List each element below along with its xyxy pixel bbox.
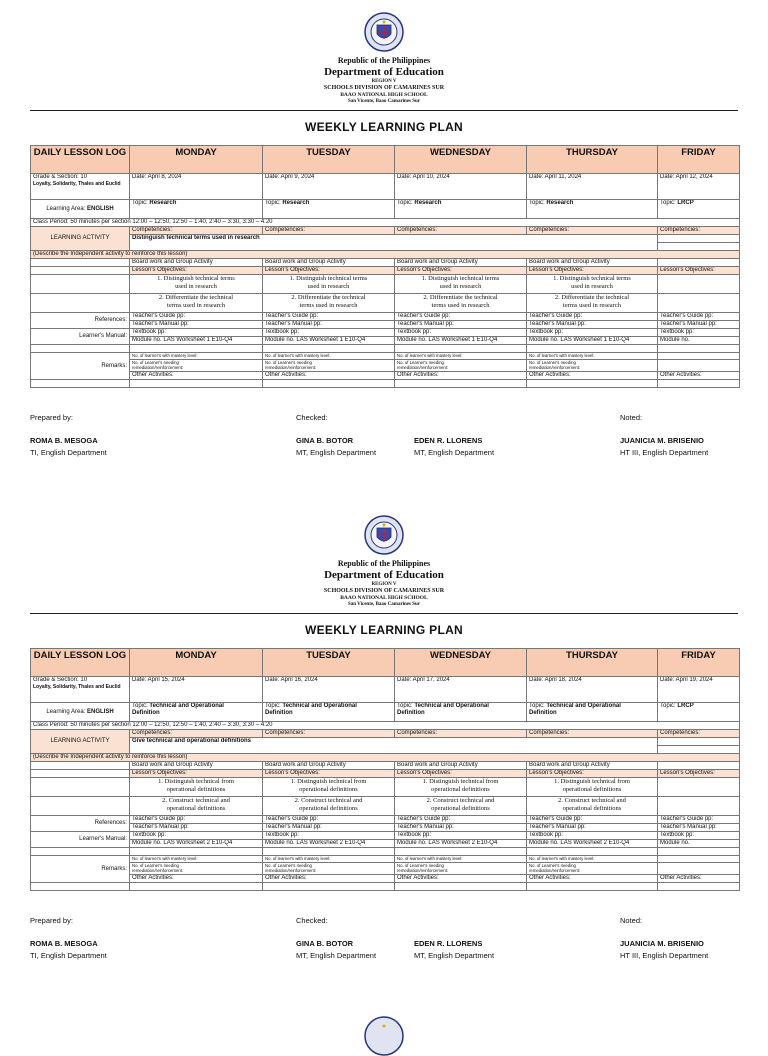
- references-label: References:: [31, 816, 130, 832]
- objectives-label: Lesson's Objectives:: [130, 267, 263, 275]
- checked-label: Checked:: [296, 413, 328, 422]
- objective-2a: 2. Construct technical and: [558, 797, 626, 804]
- date-cell: Date: April 8, 2024: [130, 174, 263, 200]
- board-work: Board work and Group Activity: [527, 259, 658, 267]
- needing-remediation: No. of Learner's needing: [265, 863, 312, 868]
- teachers-guide: Teacher's Guide pp:: [527, 816, 658, 824]
- topic-text: Technical and Operational: [414, 703, 489, 709]
- mastery-level: No. of learner's with mastery level:: [395, 856, 527, 863]
- objective-1a: 1. Distinguish technical terms: [289, 275, 368, 282]
- remarks-label: Remarks:: [31, 353, 130, 380]
- checker1-name: GINA B. BOTOR: [296, 939, 354, 948]
- objective-2b: terms used in research: [563, 302, 621, 309]
- topic-text: LRCP: [677, 200, 694, 206]
- topic-text: Research: [546, 200, 574, 206]
- independent-activity: (Describe the Independent activity to reinforce this lesson): [31, 754, 740, 762]
- day-tuesday: TUESDAY: [263, 649, 395, 677]
- region-text: REGION V: [371, 582, 397, 587]
- topic-text: Research: [149, 200, 177, 206]
- teachers-manual: Teacher's Manual pp:: [658, 321, 740, 329]
- objective-2a: 2. Construct technical and: [294, 797, 363, 804]
- needing-remediation: remediation/reinforcement:: [397, 868, 449, 873]
- module: Module no. LAS Worksheet 1 E10-Q4: [395, 337, 527, 345]
- teachers-manual: Teacher's Manual pp:: [263, 824, 395, 832]
- teachers-guide: Teacher's Guide pp:: [527, 313, 658, 321]
- topic-label: Topic:: [529, 703, 545, 709]
- checker2-name: EDEN R. LLORENS: [414, 939, 483, 948]
- checker1-name: GINA B. BOTOR: [296, 436, 354, 445]
- textbook: Textbook pp:: [263, 329, 395, 337]
- letterhead: [0, 559, 768, 608]
- teachers-manual: Teacher's Manual pp:: [395, 321, 527, 329]
- board-work: Board work and Group Activity: [395, 762, 527, 770]
- day-friday: FRIDAY: [658, 649, 740, 677]
- objective-1b: operational definitions: [562, 786, 622, 793]
- teachers-guide: Teacher's Guide pp:: [263, 313, 395, 321]
- grade-section: Grade & Section: 10: [33, 677, 88, 683]
- teachers-guide: Teacher's Guide pp:: [395, 816, 527, 824]
- teachers-guide: Teacher's Guide pp:: [263, 816, 395, 824]
- teachers-guide: Teacher's Guide pp:: [395, 313, 527, 321]
- header-divider: [30, 110, 738, 111]
- address-text: San Vicente, Baao Camarines Sur: [347, 99, 421, 104]
- day-wednesday: WEDNESDAY: [395, 649, 527, 677]
- date-cell: Date: April 15, 2024: [130, 677, 263, 703]
- objectives-label: Lesson's Objectives:: [263, 267, 395, 275]
- date-cell: Date: April 9, 2024: [263, 174, 395, 200]
- objective-1a: 1. Distinguish technical terms: [553, 275, 631, 282]
- needing-remediation: remediation/reinforcement:: [529, 868, 581, 873]
- objective-2b: operational definitions: [562, 805, 622, 812]
- day-thursday: THURSDAY: [527, 649, 658, 677]
- topic-label: Topic:: [397, 200, 413, 206]
- topic-label: Topic:: [660, 200, 676, 206]
- letterhead: [0, 56, 768, 105]
- header-divider: [30, 613, 738, 614]
- objectives-label: Lesson's Objectives:: [527, 267, 658, 275]
- division-text: SCHOOLS DIVISION OF CAMARINES SUR: [323, 85, 445, 91]
- module: Module no. LAS Worksheet 1 E10-Q4: [130, 337, 263, 345]
- board-work: Board work and Group Activity: [130, 259, 263, 267]
- module: Module no. LAS Worksheet 2 E10-Q4: [395, 840, 527, 848]
- prepared-by-label: Prepared by:: [30, 413, 73, 422]
- day-monday: MONDAY: [130, 146, 263, 174]
- objective-1b: used in research: [439, 283, 482, 290]
- topic-label: Topic:: [265, 703, 281, 709]
- section-names: Loyalty, Solidarity, Thales and Euclid: [33, 181, 121, 187]
- checker2-role: MT, English Department: [414, 951, 495, 960]
- needing-remediation: remediation/reinforcement:: [397, 365, 449, 370]
- day-wednesday: WEDNESDAY: [395, 146, 527, 174]
- date-cell: Date: April 12, 2024: [658, 174, 740, 200]
- checker1-role: MT, English Department: [296, 448, 377, 457]
- activity-text: Distinguish technical terms used in research: [130, 235, 658, 251]
- day-monday: MONDAY: [130, 649, 263, 677]
- date-cell: Date: April 16, 2024: [263, 677, 395, 703]
- mastery-level: No. of learner's with mastery level:: [263, 856, 395, 863]
- date-cell: Date: April 17, 2024: [395, 677, 527, 703]
- competencies-label: Competencies:: [130, 227, 263, 235]
- other-activities: Other Activities:: [130, 372, 263, 380]
- teachers-guide: Teacher's Guide pp:: [130, 816, 263, 824]
- needing-remediation: No. of Learner's needing: [397, 863, 444, 868]
- objective-2b: operational definitions: [431, 805, 490, 812]
- topic-label: Topic:: [132, 703, 148, 709]
- school-text: BAAO NATIONAL HIGH SCHOOL: [340, 595, 428, 601]
- learners-manual-label: Learner's Manual:: [31, 329, 130, 345]
- dll-header: DAILY LESSON LOG: [31, 146, 130, 174]
- topic-text: Definition: [132, 710, 160, 716]
- objective-2b: operational definitions: [299, 805, 358, 812]
- module: Module no.: [658, 840, 740, 848]
- dll-header: DAILY LESSON LOG: [31, 649, 130, 677]
- other-activities: Other Activities:: [658, 875, 740, 883]
- topic-text: Definition: [397, 710, 425, 716]
- learning-activity-label: LEARNING ACTIVITY: [31, 730, 130, 754]
- objective-1b: used in research: [175, 283, 217, 290]
- textbook: Textbook pp:: [395, 832, 527, 840]
- day-tuesday: TUESDAY: [263, 146, 395, 174]
- mastery-level: No. of learner's with mastery level:: [527, 353, 658, 360]
- day-thursday: THURSDAY: [527, 146, 658, 174]
- learning-area-label: Learning Area:: [46, 708, 88, 715]
- date-cell: Date: April 19, 2024: [658, 677, 740, 703]
- board-work: Board work and Group Activity: [395, 259, 527, 267]
- textbook: Textbook pp:: [263, 832, 395, 840]
- plan-title: WEEKLY LEARNING PLAN: [304, 623, 463, 637]
- noter-role: HT III, English Department: [620, 448, 709, 457]
- needing-remediation: No. of Learner's needing: [265, 360, 312, 365]
- other-activities: Other Activities:: [263, 372, 395, 380]
- remarks-label: Remarks:: [31, 856, 130, 883]
- objective-1a: 1. Distinguish technical from: [158, 778, 234, 785]
- textbook: Textbook pp:: [658, 832, 740, 840]
- objective-2b: operational definitions: [166, 805, 226, 812]
- department-text: Department of Education: [324, 66, 444, 78]
- needing-remediation: remediation/reinforcement:: [132, 868, 184, 873]
- objectives-label: Lesson's Objectives:: [263, 770, 395, 778]
- module: Module no. LAS Worksheet 1 E10-Q4: [263, 337, 395, 345]
- needing-remediation: No. of Learner's needing: [529, 863, 576, 868]
- needing-remediation: No. of Learner's needing: [132, 360, 179, 365]
- learners-manual-label: Learner's Manual:: [31, 832, 130, 848]
- board-work: Board work and Group Activity: [263, 762, 395, 770]
- objective-1b: used in research: [571, 283, 613, 290]
- topic-text: Research: [414, 200, 442, 206]
- objective-1a: 1. Distinguish technical from: [554, 778, 630, 785]
- teachers-guide: Teacher's Guide pp:: [130, 313, 263, 321]
- objectives-label: Lesson's Objectives:: [395, 267, 527, 275]
- region-text: REGION V: [371, 79, 397, 84]
- republic-text: Republic of the Philippines: [337, 56, 431, 65]
- deped-seal-icon: [364, 12, 404, 52]
- objective-2a: 2. Construct technical and: [426, 797, 495, 804]
- topic-label: Topic:: [132, 200, 148, 206]
- board-work: Board work and Group Activity: [263, 259, 395, 267]
- topic-label: Topic:: [529, 200, 545, 206]
- learning-area: ENGLISH: [87, 205, 114, 212]
- competencies-label: Competencies:: [658, 227, 740, 235]
- teachers-manual: Teacher's Manual pp:: [395, 824, 527, 832]
- deped-seal-icon: [364, 515, 404, 555]
- date-cell: Date: April 18, 2024: [527, 677, 658, 703]
- objective-2b: terms used in research: [167, 302, 225, 309]
- noter-name: JUANICIA M. BRISENIO: [620, 436, 704, 445]
- class-period: Class Period: 50 minutes per section 12:00 – 12:50, 12:50 – 1:40, 2:40 – 3:30, 3:30 – 4:20: [31, 722, 740, 730]
- day-friday: FRIDAY: [658, 146, 740, 174]
- module: Module no. LAS Worksheet 2 E10-Q4: [527, 840, 658, 848]
- textbook: Textbook pp:: [130, 329, 263, 337]
- objectives-label: Lesson's Objectives:: [130, 770, 263, 778]
- deped-seal-icon: [364, 1016, 404, 1056]
- department-text: Department of Education: [324, 569, 444, 581]
- other-activities: Other Activities:: [263, 875, 395, 883]
- topic-label: Topic:: [660, 703, 676, 709]
- module: Module no. LAS Worksheet 2 E10-Q4: [130, 840, 263, 848]
- objective-2a: 2. Differentiate the technical: [291, 294, 366, 301]
- topic-text: Definition: [529, 710, 557, 716]
- lesson-log-table: [30, 145, 740, 388]
- independent-activity: (Describe the Independent activity to reinforce this lesson): [31, 251, 740, 259]
- module: Module no.: [658, 337, 740, 345]
- teachers-manual: Teacher's Manual pp:: [658, 824, 740, 832]
- mastery-level: No. of learner's with mastery level:: [395, 353, 527, 360]
- topic-label: Topic:: [397, 703, 413, 709]
- mastery-level: No. of learner's with mastery level:: [263, 353, 395, 360]
- learning-area: ENGLISH: [87, 708, 114, 715]
- textbook: Textbook pp:: [395, 329, 527, 337]
- objective-1b: used in research: [307, 283, 350, 290]
- teachers-guide: Teacher's Guide pp:: [658, 816, 740, 824]
- references-label: References:: [31, 313, 130, 329]
- mastery-level: No. of learner's with mastery level:: [527, 856, 658, 863]
- objective-2a: 2. Differentiate the technical: [423, 294, 498, 301]
- textbook: Textbook pp:: [527, 832, 658, 840]
- competencies-label: Competencies:: [263, 227, 395, 235]
- objective-1a: 1. Distinguish technical terms: [421, 275, 500, 282]
- teachers-guide: Teacher's Guide pp:: [658, 313, 740, 321]
- textbook: Textbook pp:: [658, 329, 740, 337]
- competencies-label: Competencies:: [395, 730, 527, 738]
- preparer-role: TI, English Department: [30, 951, 107, 960]
- teachers-manual: Teacher's Manual pp:: [130, 321, 263, 329]
- objective-1b: operational definitions: [431, 786, 490, 793]
- objective-2b: terms used in research: [299, 302, 358, 309]
- module: Module no. LAS Worksheet 1 E10-Q4: [527, 337, 658, 345]
- other-activities: Other Activities:: [527, 372, 658, 380]
- objective-2b: terms used in research: [431, 302, 490, 309]
- other-activities: Other Activities:: [658, 372, 740, 380]
- address-text: San Vicente, Baao Camarines Sur: [347, 602, 421, 607]
- objective-1a: 1. Distinguish technical terms: [157, 275, 235, 282]
- learning-activity-label: LEARNING ACTIVITY: [31, 227, 130, 251]
- board-work: Board work and Group Activity: [130, 762, 263, 770]
- teachers-manual: Teacher's Manual pp:: [527, 824, 658, 832]
- other-activities: Other Activities:: [130, 875, 263, 883]
- preparer-name: ROMA B. MESOGA: [30, 939, 98, 948]
- teachers-manual: Teacher's Manual pp:: [130, 824, 263, 832]
- objectives-label: Lesson's Objectives:: [658, 770, 740, 778]
- grade-section: Grade & Section: 10: [33, 174, 88, 180]
- objectives-label: Lesson's Objectives:: [395, 770, 527, 778]
- lesson-log-table: [30, 648, 740, 891]
- objective-1b: operational definitions: [166, 786, 226, 793]
- mastery-level: No. of learner's with mastery level:: [130, 856, 263, 863]
- objective-2a: 2. Differentiate the technical: [158, 294, 234, 301]
- board-work: Board work and Group Activity: [527, 762, 658, 770]
- topic-text: LRCP: [677, 703, 694, 709]
- mastery-level: No. of learner's with mastery level:: [130, 353, 263, 360]
- competencies-label: Competencies:: [527, 730, 658, 738]
- needing-remediation: No. of Learner's needing: [397, 360, 444, 365]
- preparer-role: TI, English Department: [30, 448, 107, 457]
- competencies-label: Competencies:: [527, 227, 658, 235]
- checked-label: Checked:: [296, 916, 328, 925]
- needing-remediation: No. of Learner's needing: [132, 863, 179, 868]
- topic-label: Topic:: [265, 200, 281, 206]
- checker2-name: EDEN R. LLORENS: [414, 436, 483, 445]
- objective-1a: 1. Distinguish technical from: [290, 778, 367, 785]
- noter-name: JUANICIA M. BRISENIO: [620, 939, 704, 948]
- competencies-label: Competencies:: [130, 730, 263, 738]
- other-activities: Other Activities:: [395, 875, 527, 883]
- noter-role: HT III, English Department: [620, 951, 709, 960]
- plan-title: WEEKLY LEARNING PLAN: [304, 120, 463, 134]
- other-activities: Other Activities:: [395, 372, 527, 380]
- section-names: Loyalty, Solidarity, Thales and Euclid: [33, 684, 121, 690]
- noted-label: Noted:: [620, 413, 643, 422]
- objectives-label: Lesson's Objectives:: [658, 267, 740, 275]
- division-text: SCHOOLS DIVISION OF CAMARINES SUR: [323, 588, 445, 594]
- needing-remediation: No. of Learner's needing: [529, 360, 576, 365]
- checker2-role: MT, English Department: [414, 448, 495, 457]
- textbook: Textbook pp:: [130, 832, 263, 840]
- republic-text: Republic of the Philippines: [337, 559, 431, 568]
- date-cell: Date: April 11, 2024: [527, 174, 658, 200]
- prepared-by-label: Prepared by:: [30, 916, 73, 925]
- noted-label: Noted:: [620, 916, 643, 925]
- competencies-label: Competencies:: [263, 730, 395, 738]
- checker1-role: MT, English Department: [296, 951, 377, 960]
- objective-1a: 1. Distinguish technical from: [422, 778, 499, 785]
- needing-remediation: remediation/reinforcement:: [132, 365, 184, 370]
- preparer-name: ROMA B. MESOGA: [30, 436, 98, 445]
- learning-area-label: Learning Area:: [46, 205, 88, 212]
- objectives-label: Lesson's Objectives:: [527, 770, 658, 778]
- topic-text: Definition: [265, 710, 293, 716]
- topic-text: Technical and Operational: [546, 703, 621, 709]
- activity-text: Give technical and operational definitions: [130, 738, 658, 754]
- topic-text: Technical and Operational: [282, 703, 357, 709]
- date-cell: Date: April 10, 2024: [395, 174, 527, 200]
- competencies-label: Competencies:: [395, 227, 527, 235]
- module: Module no. LAS Worksheet 2 E10-Q4: [263, 840, 395, 848]
- needing-remediation: remediation/reinforcement:: [529, 365, 581, 370]
- objective-2a: 2. Differentiate the technical: [554, 294, 630, 301]
- needing-remediation: remediation/reinforcement:: [265, 365, 317, 370]
- teachers-manual: Teacher's Manual pp:: [263, 321, 395, 329]
- topic-text: Technical and Operational: [149, 703, 224, 709]
- class-period: Class Period: 50 minutes per section 12:00 – 12:50, 12:50 – 1:40, 2:40 – 3:30, 3:30 – 4:20: [31, 219, 740, 227]
- other-activities: Other Activities:: [527, 875, 658, 883]
- textbook: Textbook pp:: [527, 329, 658, 337]
- objective-1b: operational definitions: [299, 786, 358, 793]
- topic-text: Research: [282, 200, 310, 206]
- objective-2a: 2. Construct technical and: [162, 797, 230, 804]
- needing-remediation: remediation/reinforcement:: [265, 868, 317, 873]
- school-text: BAAO NATIONAL HIGH SCHOOL: [340, 92, 428, 98]
- teachers-manual: Teacher's Manual pp:: [527, 321, 658, 329]
- competencies-label: Competencies:: [658, 730, 740, 738]
